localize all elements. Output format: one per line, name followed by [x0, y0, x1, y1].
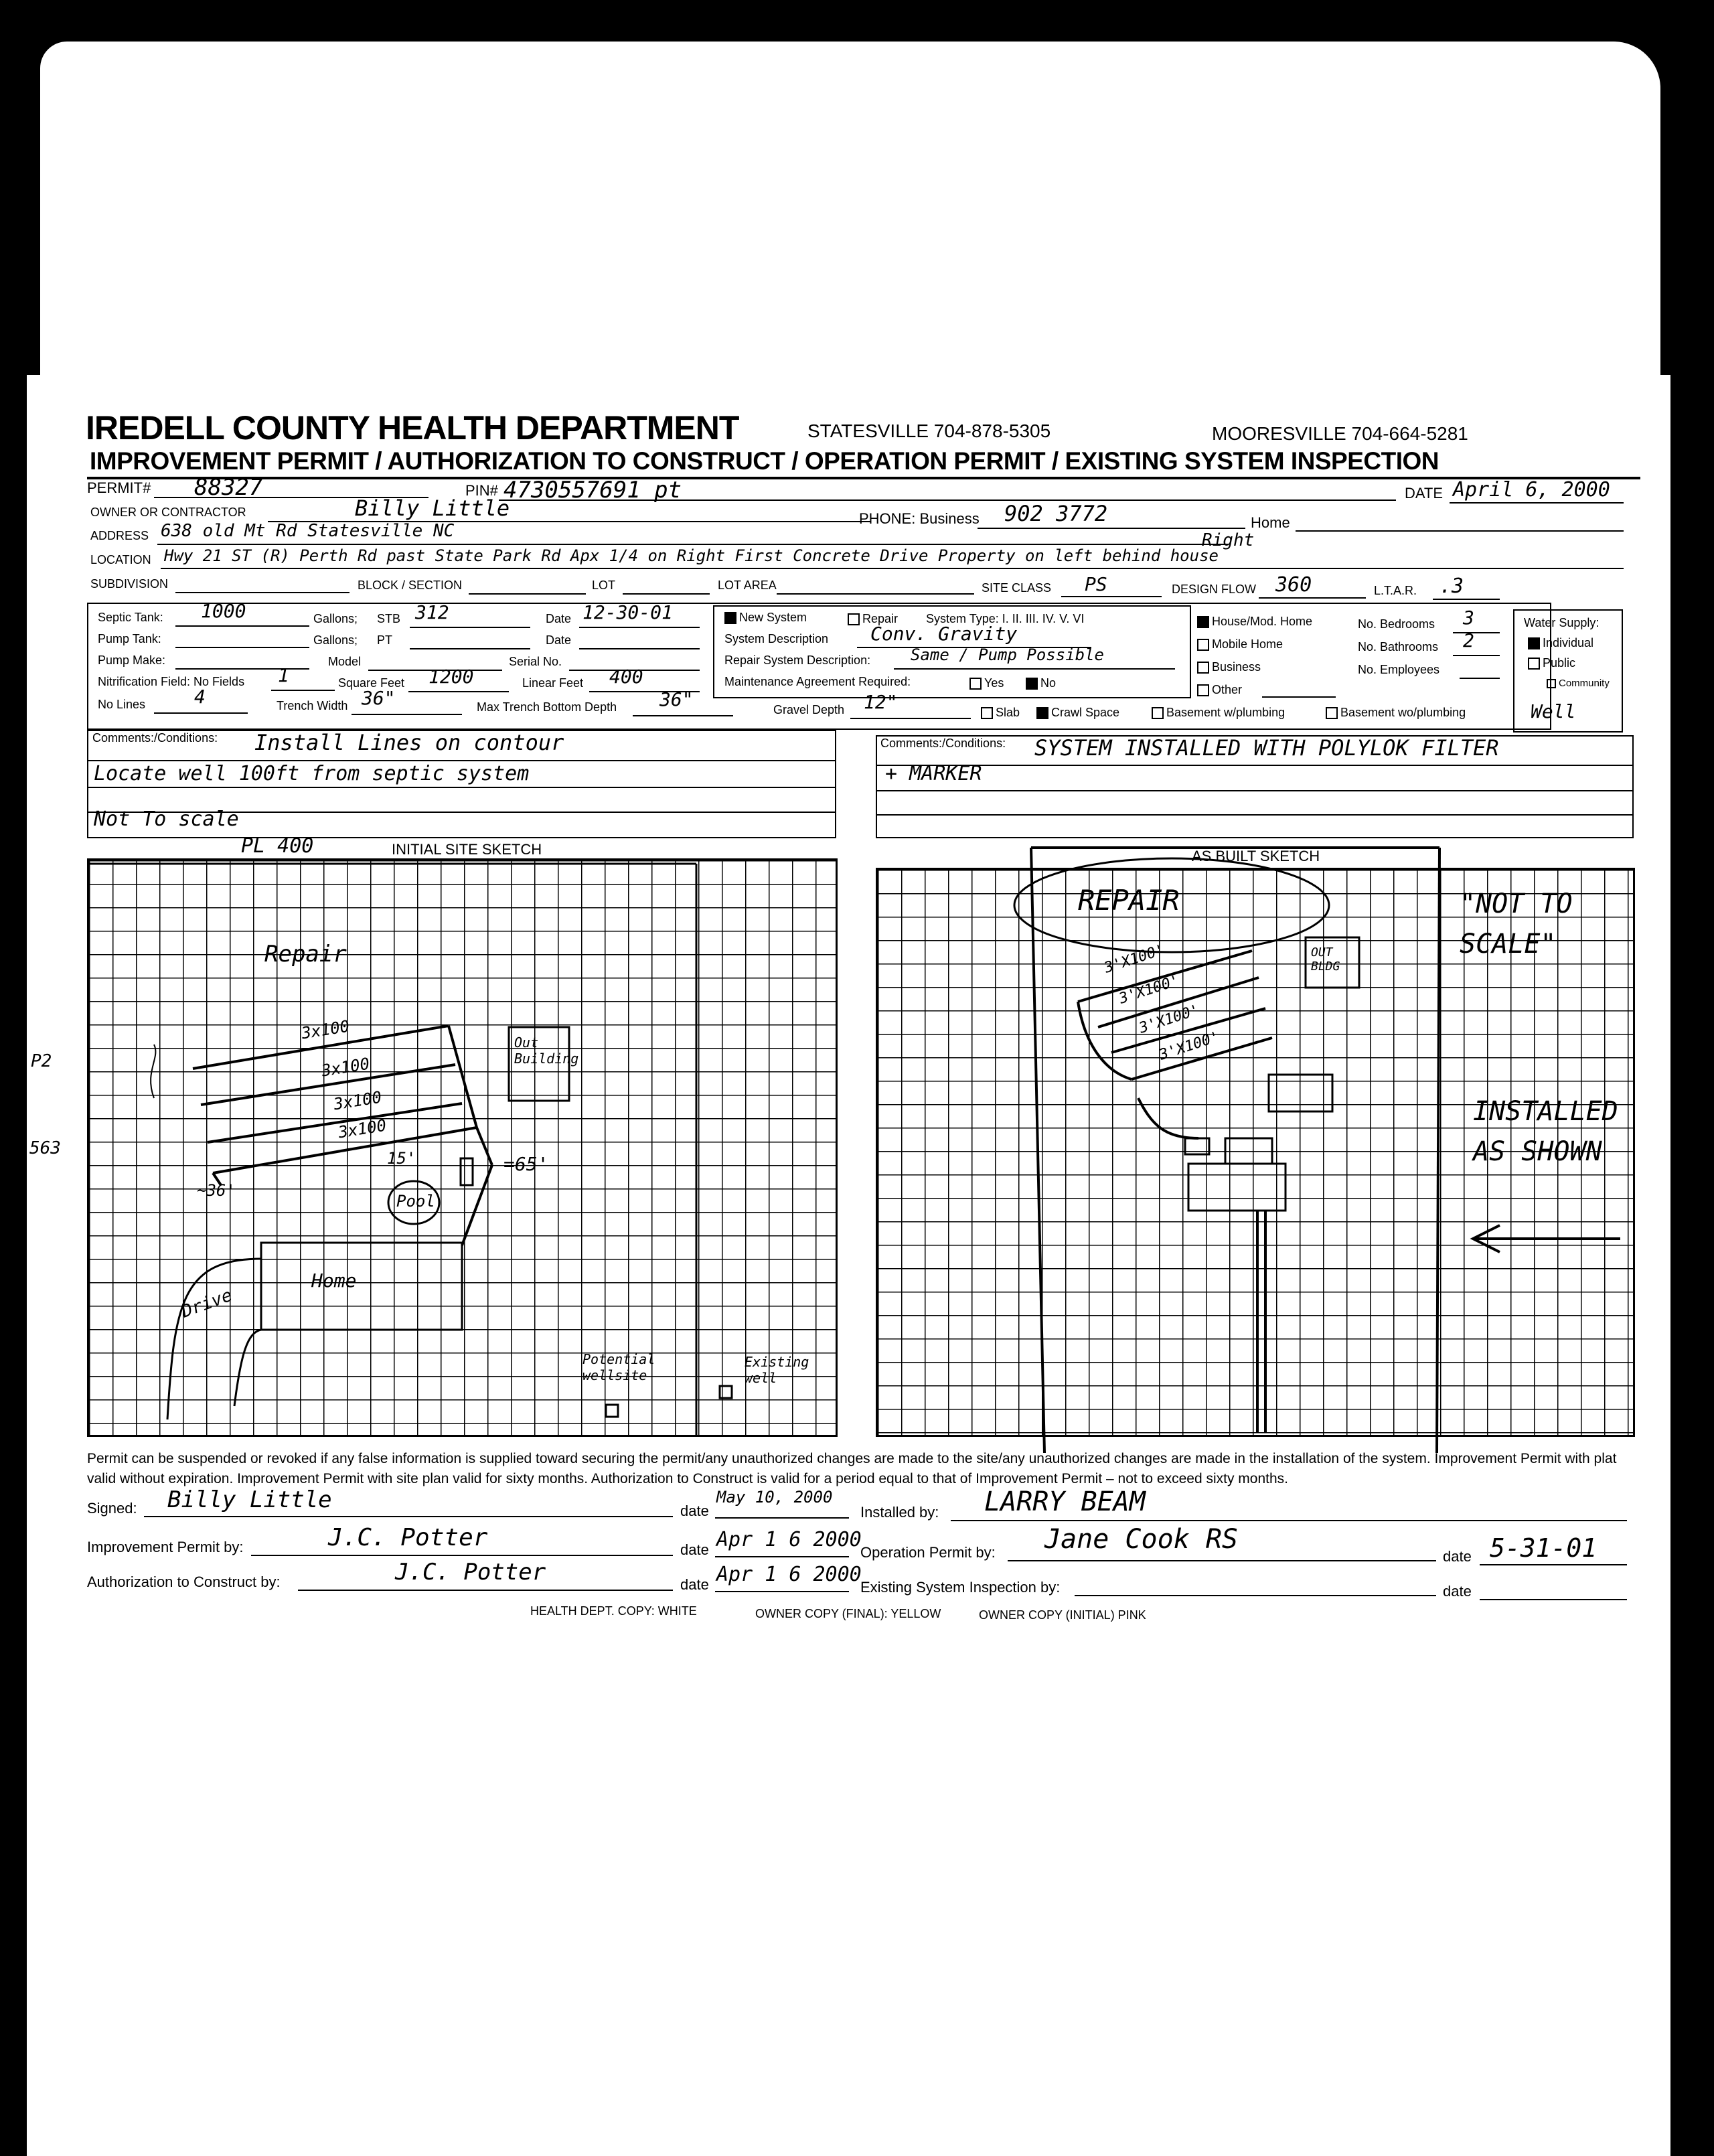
address-value: 638 old Mt Rd Statesville NC: [161, 521, 455, 541]
comments-right-line1: SYSTEM INSTALLED WITH POLYLOK FILTER: [1034, 735, 1499, 761]
right-repair-label: REPAIR: [1078, 884, 1180, 917]
left-repair-label: Repair: [264, 941, 347, 968]
other-option[interactable]: [1197, 683, 1242, 697]
location-right-note: Right: [1202, 530, 1255, 550]
square-feet-value: 1200: [428, 666, 474, 688]
slab-checkbox[interactable]: [981, 707, 993, 719]
block-section-label: BLOCK / SECTION: [358, 579, 463, 592]
permit-notice: Permit can be suspended or revoked if any false information is supplied toward securing the permit/any unauthorized changes are made to the site/any unauthorized changes are made in the installation of the system. Improvement Permit with plat valid without expiration. Improvement Permit with site plan valid for sixty months. Authorization to Construct is valid for a period equal to that of Improvement Permit – not to exceed sixty months.: [87, 1451, 1617, 1486]
pl-note: PL 400: [241, 834, 314, 858]
community-option[interactable]: [1547, 678, 1610, 689]
comments-left-line2: Locate well 100ft from septic system: [94, 762, 530, 785]
business-checkbox[interactable]: [1197, 662, 1209, 674]
house-mod-label: House/Mod. Home: [1212, 615, 1313, 628]
pump-make-label: Pump Make:: [98, 653, 166, 667]
left-line3-label: 3x100: [332, 1087, 383, 1114]
maintenance-yes-checkbox[interactable]: [969, 678, 982, 690]
pin-label: PIN#: [465, 482, 498, 499]
other-label: Other: [1212, 683, 1243, 696]
statesville-phone: STATESVILLE 704-878-5305: [807, 420, 1051, 441]
permit-title: IMPROVEMENT PERMIT / AUTHORIZATION TO CONSTRUCT / OPERATION PERMIT / EXISTING SYSTEM INSPECTION: [90, 447, 1439, 475]
comments-left-label: Comments:/Conditions:: [92, 731, 218, 745]
comments-left-line3: Not To scale: [94, 807, 239, 831]
operation-date-label: date: [1443, 1548, 1472, 1565]
left-line4-label: 3x100: [337, 1115, 388, 1142]
individual-label: Individual: [1543, 636, 1594, 649]
operation-by-label: Operation Permit by:: [860, 1544, 996, 1561]
stb-value: 312: [415, 601, 449, 623]
comments-right-line2: + MARKER: [885, 762, 982, 785]
location-value: Hwy 21 ST (R) Perth Rd past State Park Rd Apx 1/4 on Right First Concrete Drive Property on left behind house: [164, 546, 1219, 565]
improvement-date: Apr 1 6 2000: [716, 1528, 862, 1551]
other-checkbox[interactable]: [1197, 684, 1209, 696]
system-description-label: System Description: [724, 632, 829, 645]
auth-date: Apr 1 6 2000: [716, 1563, 862, 1586]
auth-by-label: Authorization to Construct by:: [87, 1573, 281, 1590]
as-built-sketch-title: AS BUILT SKETCH: [1192, 848, 1320, 864]
ltar-value: .3: [1439, 574, 1464, 598]
mooresville-phone: MOORESVILLE 704-664-5281: [1212, 423, 1468, 444]
owner-signature: Billy Little: [167, 1486, 332, 1513]
new-system-option[interactable]: [724, 611, 807, 625]
phone-business: 902 3772: [1004, 501, 1108, 526]
repair-description-value: Same / Pump Possible: [911, 645, 1104, 664]
max-trench-value: 36": [659, 688, 694, 710]
slab-label: Slab: [996, 706, 1020, 719]
auth-date-label: date: [680, 1576, 709, 1593]
septic-date-label: Date: [546, 612, 572, 625]
right-line1-label: 3'X100': [1102, 941, 1167, 977]
pump-tank-label: Pump Tank:: [98, 632, 161, 645]
model-label: Model: [328, 655, 362, 668]
outbuilding-label: Out Building: [514, 1034, 579, 1067]
basement-wo-checkbox[interactable]: [1326, 707, 1338, 719]
mobile-home-label: Mobile Home: [1212, 637, 1283, 651]
slab-option[interactable]: [981, 706, 1020, 720]
existing-date-label: date: [1443, 1583, 1472, 1600]
left-line1-label: 3x100: [300, 1016, 351, 1043]
trench-width-label: Trench Width: [277, 699, 348, 712]
no-bathrooms-value: 2: [1463, 629, 1474, 651]
no-lines-value: 4: [194, 686, 206, 708]
installed-by-name: LARRY BEAM: [984, 1486, 1146, 1517]
individual-checkbox[interactable]: [1528, 637, 1540, 649]
initial-sketch-title: INITIAL SITE SKETCH: [392, 841, 542, 858]
installed-by-label: Installed by:: [860, 1504, 939, 1521]
new-system-label: New System: [739, 611, 807, 624]
out-bldg-label: OUT BLDG: [1311, 945, 1340, 974]
no-bedrooms-value: 3: [1463, 607, 1474, 629]
community-checkbox[interactable]: [1547, 679, 1556, 688]
septic-tank-label: Septic Tank:: [98, 611, 163, 624]
improvement-signature: J.C. Potter: [328, 1524, 488, 1551]
mobile-home-checkbox[interactable]: [1197, 639, 1209, 651]
crawl-space-checkbox[interactable]: [1036, 707, 1048, 719]
max-trench-label: Max Trench Bottom Depth: [477, 700, 617, 714]
maintenance-label: Maintenance Agreement Required:: [724, 675, 911, 688]
no-bathrooms-label: No. Bathrooms: [1358, 640, 1439, 653]
mobile-home-option[interactable]: [1197, 637, 1283, 651]
business-option[interactable]: [1197, 660, 1261, 674]
trench-width-value: 36": [362, 687, 396, 709]
permit-label: PERMIT#: [87, 479, 151, 496]
system-type-label: System Type: I. II. III. IV. V. VI: [926, 612, 1085, 625]
existing-well-label: Existing well: [745, 1354, 809, 1386]
square-feet-label: Square Feet: [338, 676, 405, 690]
septic-date: 12-30-01: [582, 601, 673, 623]
existing-by-label: Existing System Inspection by:: [860, 1579, 1061, 1596]
new-system-checkbox[interactable]: [724, 612, 736, 624]
water-supply-label: Water Supply:: [1524, 616, 1600, 629]
house-mod-option[interactable]: [1197, 615, 1312, 629]
signed-label: Signed:: [87, 1500, 137, 1517]
department-title: IREDELL COUNTY HEALTH DEPARTMENT: [86, 409, 739, 447]
linear-feet-value: 400: [609, 666, 643, 688]
permit-date: April 6, 2000: [1453, 478, 1610, 502]
linear-feet-label: Linear Feet: [522, 676, 584, 690]
operation-signature: Jane Cook RS: [1044, 1524, 1238, 1555]
improvement-date-label: date: [680, 1541, 709, 1558]
home-label: Home: [311, 1269, 357, 1292]
permit-number: 88327: [194, 474, 263, 501]
pump-date-label: Date: [546, 633, 572, 647]
water-note: Well: [1531, 700, 1576, 722]
home-phone-label: Home: [1251, 514, 1290, 531]
comments-right-label: Comments:/Conditions:: [880, 737, 1006, 750]
repair-checkbox[interactable]: [848, 613, 860, 625]
stb-label: STB: [377, 612, 401, 625]
crawl-space-option[interactable]: [1036, 706, 1119, 720]
installed-as-shown-label: INSTALLED AS SHOWN: [1473, 1096, 1618, 1167]
initial-site-sketch-grid: [87, 858, 838, 1437]
public-label: Public: [1543, 656, 1576, 670]
auth-signature: J.C. Potter: [395, 1559, 546, 1586]
maintenance-yes-label: Yes: [984, 676, 1004, 690]
operation-date: 5-31-01: [1490, 1533, 1598, 1563]
signed-date-label: date: [680, 1503, 709, 1519]
community-label: Community: [1559, 678, 1610, 689]
pool-label: Pool: [396, 1192, 435, 1211]
owner-name: Billy Little: [355, 495, 510, 521]
gravel-depth-value: 12": [864, 691, 898, 713]
owner-label: OWNER OR CONTRACTOR: [90, 506, 246, 519]
right-line4-label: 3'X100': [1157, 1028, 1222, 1064]
right-line3-label: 3'X100': [1137, 1002, 1202, 1037]
potential-wellsite-label: Potential wellsite: [582, 1351, 655, 1383]
improvement-by-label: Improvement Permit by:: [87, 1539, 244, 1555]
gallons-label: Gallons;: [313, 612, 358, 625]
site-class-value: PS: [1085, 573, 1107, 595]
system-description-value: Conv. Gravity: [870, 623, 1018, 645]
copy-yellow: OWNER COPY (FINAL): YELLOW: [755, 1607, 941, 1620]
margin-note-2: 563: [29, 1138, 61, 1158]
septic-gallons: 1000: [201, 600, 246, 622]
basement-w-option[interactable]: [1152, 706, 1285, 720]
ltar-label: L.T.A.R.: [1374, 584, 1417, 597]
pin-number: 4730557691 pt: [503, 477, 682, 504]
site-class-label: SITE CLASS: [982, 581, 1052, 595]
no-bedrooms-label: No. Bedrooms: [1358, 617, 1435, 631]
design-flow-value: 360: [1275, 573, 1312, 597]
business-label: Business: [1212, 660, 1261, 674]
not-to-scale-label: "NOT TO SCALE": [1460, 889, 1573, 959]
individual-option[interactable]: [1528, 636, 1593, 650]
lot-area-label: LOT AREA: [718, 579, 777, 592]
no-fields-value: 1: [278, 664, 289, 686]
repair-label: Repair: [862, 612, 899, 625]
maintenance-no-label: No: [1040, 676, 1057, 690]
left-line2-label: 3x100: [320, 1054, 371, 1081]
basement-wo-option[interactable]: [1326, 706, 1466, 720]
public-checkbox[interactable]: [1528, 658, 1540, 670]
crawl-space-label: Crawl Space: [1051, 706, 1120, 719]
public-option[interactable]: [1528, 656, 1575, 670]
maintenance-yes[interactable]: [969, 676, 1004, 690]
maintenance-no-checkbox[interactable]: [1026, 678, 1038, 690]
gravel-depth-label: Gravel Depth: [773, 703, 845, 716]
pt-label: PT: [377, 633, 393, 647]
pump-gallons-label: Gallons;: [313, 633, 358, 647]
address-label: ADDRESS: [90, 529, 149, 542]
signed-date: May 10, 2000: [716, 1488, 833, 1507]
basement-w-checkbox[interactable]: [1152, 707, 1164, 719]
margin-note-1: P2: [31, 1051, 52, 1071]
copy-pink: OWNER COPY (INITIAL) PINK: [979, 1608, 1146, 1622]
right-line2-label: 3'X100': [1117, 972, 1182, 1008]
dist-36-label: ~36': [197, 1181, 236, 1200]
title-rule: [87, 477, 1640, 479]
subdivision-label: SUBDIVISION: [90, 577, 169, 591]
dist-15-label: 15': [387, 1149, 416, 1168]
copy-white: HEALTH DEPT. COPY: WHITE: [530, 1604, 697, 1618]
basement-wo-label: Basement wo/plumbing: [1340, 706, 1466, 719]
phone-business-label: PHONE: Business: [859, 510, 980, 527]
basement-w-label: Basement w/plumbing: [1166, 706, 1286, 719]
drive-label: Drive: [179, 1285, 236, 1322]
date-label: DATE: [1405, 485, 1444, 502]
maintenance-no[interactable]: [1026, 676, 1056, 690]
repair-description-label: Repair System Description:: [724, 653, 871, 667]
comments-left-line1: Install Lines on contour: [254, 730, 564, 755]
serial-no-label: Serial No.: [509, 655, 562, 668]
house-mod-checkbox[interactable]: [1197, 616, 1209, 628]
design-flow-label: DESIGN FLOW: [1172, 583, 1257, 596]
nitrification-label: Nitrification Field: No Fields: [98, 675, 245, 688]
lot-label: LOT: [592, 579, 616, 592]
dist-65-label: =65': [503, 1153, 549, 1175]
no-employees-label: No. Employees: [1358, 663, 1440, 676]
location-label: LOCATION: [90, 553, 151, 566]
no-lines-label: No Lines: [98, 698, 146, 711]
